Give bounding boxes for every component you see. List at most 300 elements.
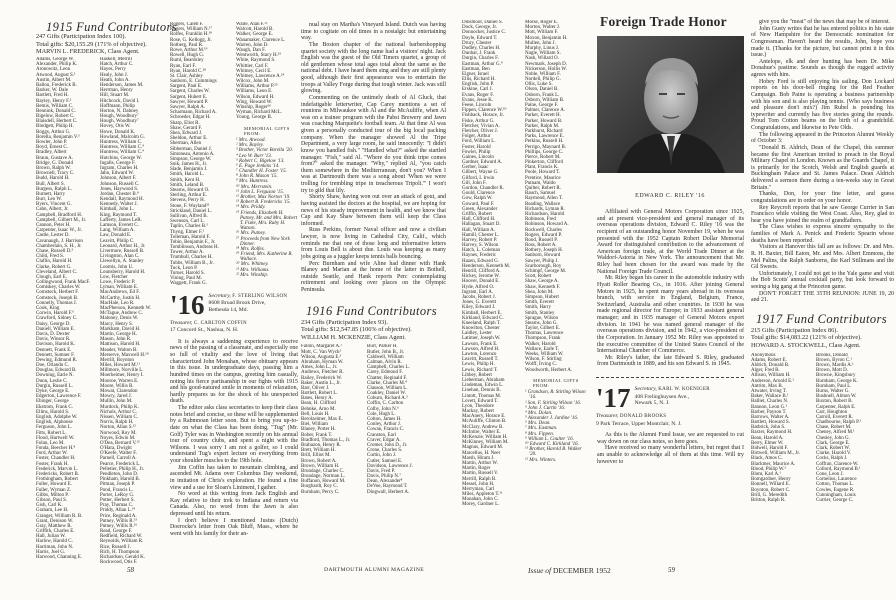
foreign-trade-article xyxy=(596,209,744,368)
list-item: Rowell, Hugh G. xyxy=(170,53,205,59)
list-item: Lewis, Richard T. xyxy=(462,367,498,373)
list-item: Waugh, Dan F. xyxy=(236,47,266,53)
list-item: Hallagan, Stuart D. xyxy=(462,222,501,228)
list-item: Waggett, Frank G. xyxy=(170,281,207,287)
list-item: Fiske, Arthur G. xyxy=(462,118,495,124)
issue-prefix: Issue of xyxy=(528,566,552,575)
list-item: Lawson, Frank E. xyxy=(462,341,498,347)
list-item: Clarke, Charles M.⁴ xyxy=(367,380,407,386)
list-item: Barrows, Walter A. xyxy=(751,414,790,420)
list-item: Sibberman, Daniel J. xyxy=(170,146,212,152)
list-item: Hutchins, George W. xyxy=(100,155,142,161)
list-item: ¹¹ Brother, Harold B. Walker '20. xyxy=(525,447,582,458)
list-item: Hamill, Chester L. xyxy=(462,232,500,238)
list-item: Crawford, Sidney C. xyxy=(36,316,78,322)
paragraph: Visitors at Hanover this fall are as follows: Dr. and Mrs. R. H. Baxter, Bill Eaton, Mr. and Mrs. Albert Emmons, the Mel Palins, the Ralph Sanborns, the Karl Stillmans and the Gil Sweets. xyxy=(751,244,894,271)
class-1917-notes-col6 xyxy=(751,19,894,304)
list-item: Rogers, Caleb F. xyxy=(170,22,204,27)
list-item: Brooks, Donald xyxy=(816,352,848,358)
paragraph: The following appeared in the Princeton Alumni Weekly of October 3: xyxy=(751,131,894,145)
list-item: Wentworth, Stacy H.²³ xyxy=(236,53,281,59)
fund-1915-names-a xyxy=(36,57,100,560)
list-item: Cowles, Eugene R. xyxy=(816,487,855,493)
list-item: Palmer, Clarence A. xyxy=(525,108,566,114)
list-item: Putnam, Waldo xyxy=(525,180,556,186)
list-item: Dennett, Frank E. xyxy=(36,347,72,353)
list-item: Sherman, Allen xyxy=(170,141,202,147)
list-item: Castle, Lester D. xyxy=(36,233,70,239)
list-item: Miles, Howard M.¹¹ xyxy=(100,363,140,369)
list-item: Comstock, Joseph B. xyxy=(36,295,79,301)
list-item: Mullen, John J. xyxy=(525,40,556,46)
list-item: ²¹ Mrs. Williams. xyxy=(236,267,270,273)
class-1916-header xyxy=(170,289,298,334)
list-item: Bennink, Donald C. xyxy=(36,108,76,114)
list-item: Stone, F. Wayland²¹ xyxy=(170,203,210,209)
list-item: Chatter, Reginald F. xyxy=(367,375,407,381)
list-item: Noyes, Edwin M. xyxy=(100,435,136,441)
list-item: Behnke, Arno M. xyxy=(301,406,336,412)
list-item: Scott, Robert xyxy=(525,274,552,280)
list-item: Parkhurst, Richard xyxy=(525,128,563,134)
agent-name: HOWARD A. STOCKWELL xyxy=(751,342,826,350)
list-item: Osborn, Frank L. xyxy=(525,92,560,98)
list-item: Granger, William R. B. xyxy=(36,513,83,519)
list-item: Miles, Appleton T.¹¹ xyxy=(462,492,503,498)
list-item: Gibson, Paul S. xyxy=(36,497,68,503)
list-item: Meader, Walton B. xyxy=(100,347,138,353)
fund-1916-title: 1916 Fund Contributors xyxy=(306,303,438,318)
list-item: Leonard, Arthur H., Jr. xyxy=(100,243,146,249)
agent-role: , Class Agent. xyxy=(104,48,140,56)
list-item: Maloney, Denis W. xyxy=(100,316,139,322)
list-item: Moerheimer, Henry I. xyxy=(100,373,144,379)
list-item: ⁸ John R. Mason '15. xyxy=(236,174,278,180)
list-item: Bonnell, Willard E. xyxy=(751,482,790,488)
list-item: Cromer, John D., Jr. xyxy=(367,442,408,448)
paragraph: Have received so many wonderful letters, but regret that I am unable to acknowledge all of them at this time. Will try however to xyxy=(597,445,744,465)
list-item: Chesley, John G. xyxy=(816,435,850,441)
list-item: Norton, Allan S.¹² xyxy=(100,425,136,431)
list-item: Haskell, Merrill xyxy=(100,57,132,62)
list-item: Jones, G. Everett xyxy=(462,300,497,306)
list-item: Dunn, Leslie C. xyxy=(36,378,68,384)
list-item: ⁶ E. Page Jenkins '14. xyxy=(236,163,280,169)
list-item: Hoffmann, Philip xyxy=(100,103,135,109)
list-item: Craver, Edgar A. xyxy=(367,437,401,443)
list-item: Ekstrom, Frank C. xyxy=(36,404,73,410)
list-item: Norris, Ralph H. xyxy=(100,420,134,426)
list-item: Burnham, Paul L. xyxy=(816,383,852,389)
list-item: Donnocker, Justice C. xyxy=(462,30,506,36)
list-item: Collingwood, Frank MacF. xyxy=(36,280,91,286)
fund-1916-agent xyxy=(301,334,446,342)
list-item: Hovey, Otis W. xyxy=(100,124,131,130)
list-item: Lowe, Frederic P. xyxy=(100,280,136,286)
left-page-number: 58 xyxy=(127,566,134,574)
paragraph: "Donald B. Aldrich, Dean of the Chapel, this summer became the first American invited to preach in the Royal Military Chapel in London. Known as the Guards Chapel, it is primarily for the Scotch, Welsh and English guards at Buckingham Palace and St. James Palace. Dean Aldrich delivered a sermon there during a ten-weeks stay in Great Britain." xyxy=(751,144,894,191)
list-item: Hall, Julian W. xyxy=(36,534,66,540)
list-item: Schroeder, Edgar H. xyxy=(170,115,211,121)
list-item: Brundage, Norman L. xyxy=(301,474,345,480)
paragraph: Mr. Riley's father, the late Edward S. Riley, graduated from Dartmouth in 1889, and his son Edward S. in 1945. xyxy=(597,354,744,368)
list-item: Taylor, Gilbert E. xyxy=(525,326,560,332)
list-item: Healy, John J. xyxy=(100,72,129,78)
list-item: Weeks, William W. xyxy=(525,352,564,357)
list-item: Bushnell, Almon W. xyxy=(816,394,857,400)
list-item: Leavitt, Russell T. xyxy=(462,357,499,363)
list-item: Davidson, Lawrence J. xyxy=(367,463,413,469)
list-item: Boynton, Robert C. xyxy=(751,487,791,493)
list-item: Parker, Ralph M. xyxy=(525,123,560,129)
list-item: Coakley, Daniel W. xyxy=(367,391,406,397)
list-item: Corwin, Harold F.⁶ xyxy=(36,311,75,317)
list-item: Brown, Byron C.¹ xyxy=(816,357,852,363)
list-item: Bemis, William C. xyxy=(36,103,74,109)
list-item: Blaisdell, Herbert C. xyxy=(36,119,78,125)
list-item: Butler, John B., Jr. xyxy=(367,349,405,355)
list-item: Rauch, Samuel xyxy=(525,191,556,197)
list-item: Lindeman, Edwin L. xyxy=(462,383,504,389)
column-4b xyxy=(525,20,589,463)
list-item: Wilson, Augusta E.³ xyxy=(301,354,342,360)
list-item: Caldwell, William xyxy=(367,354,404,360)
paragraph: I don't believe I mentioned Justus (Dutch) Doerocke's letter from Oak Bluff, Mass., where he went with his family for their an- xyxy=(170,517,298,537)
list-item: Chadbourne, Ralph P.¹ xyxy=(816,420,862,426)
list-item: Osborn, William B. xyxy=(525,97,565,103)
list-item: Cocks, Ralph J. xyxy=(816,456,848,462)
list-item: Sharp, Eliot R. xyxy=(170,120,200,126)
list-item: Merryman, Carl xyxy=(462,486,495,492)
list-item: Lieberman, Abraham xyxy=(462,377,505,383)
list-item: Dudley, Charles H. xyxy=(462,45,501,51)
list-item: Stearns, Howard O. xyxy=(170,188,210,193)
list-item: Read, George F. xyxy=(100,529,133,535)
fund-1915-names-b xyxy=(100,57,166,565)
fund-1915-memorial xyxy=(236,126,298,278)
list-item: ⁹ Mrs. Huntress. xyxy=(236,179,269,185)
list-item: Clough, Earl E. xyxy=(36,274,68,280)
list-item: Mott, William F. xyxy=(525,30,559,36)
list-item: Richards, Lyman R. xyxy=(525,206,565,212)
list-item: Gaines, Lincoln xyxy=(462,154,494,160)
list-item: Brown, Ralph W. xyxy=(36,165,71,171)
treasurer-label: Treasurer, xyxy=(170,319,193,326)
list-item: Smith, Leland B. xyxy=(170,182,205,188)
list-item: Cannon, Peter H. xyxy=(36,223,71,228)
list-item: Young, George B. xyxy=(236,115,273,121)
list-item: Foster, Chandler H. xyxy=(36,456,76,462)
list-item: Lounsberry, Harold H. xyxy=(100,269,146,275)
list-item: Cutler, Samuel E. xyxy=(367,458,403,464)
fund-1915-agent xyxy=(36,48,147,56)
list-item: Rogers, Edward P. xyxy=(525,232,562,238)
list-item: Potter, Herbert S. xyxy=(100,497,135,503)
list-item: Rich, H. Thompson xyxy=(100,549,140,555)
list-item: Folger, Arthur xyxy=(462,134,491,140)
list-item: Bull, Albert S. xyxy=(36,181,65,187)
list-item: Bailey, Frederick W. xyxy=(301,375,343,381)
list-item: Dunbar, J. Frank xyxy=(462,51,496,57)
list-item: Cunningham, Louis xyxy=(816,492,856,498)
list-item: Atwood, August S.¹ xyxy=(36,72,76,78)
list-item: Chase, Robert M. xyxy=(816,425,852,431)
list-item: Gould, Clarence xyxy=(462,191,495,197)
fund-1916-names-a xyxy=(301,344,367,494)
list-item: Messel, John H. xyxy=(462,481,495,487)
list-item: Feese, Lincoln xyxy=(462,103,492,108)
list-item: Prentice, Maurice xyxy=(525,175,561,181)
list-item: Eastman, Ben xyxy=(462,66,490,72)
list-item: Pitman, Joseph P. xyxy=(100,482,136,488)
paragraph: give you the "meat" of the news that may be of interest. xyxy=(759,19,891,25)
list-item: Harvey, S. Wilson xyxy=(462,243,499,249)
list-item: Bean, Harold A. xyxy=(751,435,784,441)
list-item: ¹⁴ Mrs. Priddy. xyxy=(236,205,266,211)
list-item: Bayley, Henry F.² xyxy=(36,98,72,104)
list-item: Chase, Russell D.⁵ xyxy=(36,248,74,254)
list-item: Sargent, Hubert E. xyxy=(170,94,208,100)
list-item: Vining, Paul M. xyxy=(170,276,202,282)
list-item: Erskine, Carl J. xyxy=(462,87,493,93)
list-item: McKenzie, William H. xyxy=(462,435,508,440)
list-item: Walker, George E. xyxy=(236,32,273,38)
fund-1917-names-a xyxy=(751,353,816,503)
list-item: Daisy, George D. xyxy=(36,321,71,327)
list-item: Linehan, Dennis B. xyxy=(462,388,501,394)
list-item: Rothery, Joseph H. xyxy=(525,248,564,254)
list-item: Millmore, Norville L. xyxy=(100,368,144,374)
list-item: Davis, D. Dexter xyxy=(36,331,70,337)
list-item: Warren, John D. xyxy=(236,42,269,48)
list-item: Foster, Harold xyxy=(462,144,491,150)
paragraph: The Class wishes to express sincere sympathy to the families of Mark A. Penick and Frederic Spearin whose deaths have been reported. xyxy=(751,224,894,244)
list-item: Morse, Roger E. xyxy=(525,20,559,25)
list-item: Walker, Harold xyxy=(525,341,556,347)
list-item: Clark, Robert W. xyxy=(816,446,850,452)
list-item: Price, Reginald A. xyxy=(100,513,137,519)
list-item: Adams, Robert E. xyxy=(751,357,787,363)
list-item: Jahn, Edward W. xyxy=(100,171,134,177)
treasurer-name: DONALD BROOKS xyxy=(619,414,667,419)
paragraph: Antelope, elk and deer hunting has been Dr. Mike Donahue's pastime. Sounds as though the rugged activity agrees with him. xyxy=(751,58,894,78)
list-item: Cook, King xyxy=(36,306,60,311)
list-item: Putney, Willis R.¹⁶ xyxy=(100,523,138,529)
list-item: Dingwall, Herbert A. xyxy=(367,489,410,495)
list-item: Cheney, Alfred M.¹ xyxy=(816,430,855,436)
list-item: Dock, George, Jr. xyxy=(462,25,498,31)
list-item: English, John P. xyxy=(462,82,494,88)
fund-1915-continued xyxy=(170,22,298,287)
list-item: Waite, Alan F.²² xyxy=(236,22,268,27)
list-item: Henrill, Clifford A. xyxy=(462,269,501,274)
list-item: Nissen, William C. xyxy=(100,414,139,420)
list-item: Williams, Leon E. xyxy=(236,89,273,95)
list-item: ¹⁰ Mrs. Merrstein. xyxy=(236,184,273,190)
list-item: Fletcher, Oliver J. xyxy=(462,128,498,134)
list-item: Jones, Haywood S. xyxy=(100,186,139,192)
class-1916-numeral: '16 xyxy=(170,289,205,320)
fund-1916-total: Total gifts: $12,547.85 (106% of objective). xyxy=(301,326,412,334)
secretary-name: KARL W. KOENIGER xyxy=(658,387,710,392)
paragraph: As this is the Alumni Fund Issue, we are requested to cut way down on our class notes, so here goes. xyxy=(597,432,744,445)
list-item: Fishback, Horace, Jr. xyxy=(462,113,505,119)
list-item: Sawyer, Ralph A. xyxy=(170,105,206,110)
list-item: Biel, William xyxy=(301,422,328,428)
list-item: ¹³ Robert B. Fredericks '15. xyxy=(236,200,291,206)
list-item: Marcy, Henry S. xyxy=(100,321,134,327)
list-item: Nagle, William S. xyxy=(525,51,561,57)
list-item: Nichols, Arthur C. xyxy=(100,409,137,415)
list-item: Frederick, Marvin L. xyxy=(36,466,78,472)
list-item: Rogers, William N.¹⁷ xyxy=(170,27,213,33)
list-item: Adams, George W. xyxy=(36,57,74,62)
memorial-list xyxy=(236,138,298,278)
list-item: Leavitt, Philip C. xyxy=(100,238,135,244)
list-item: Gerber, Isaac xyxy=(462,165,489,171)
list-item: Markham, David H. xyxy=(100,326,141,332)
list-item: Mattison, Harold H. xyxy=(100,342,141,348)
list-item: Cleveland, Albert C. xyxy=(36,269,78,275)
list-item: Baker, Wallace B.¹ xyxy=(751,394,789,400)
list-item: Buxton, Robert B. xyxy=(816,399,853,405)
list-item: Kimball, Herbert E. xyxy=(462,310,502,316)
list-item: Moxon, Benjamin H. xyxy=(525,35,568,41)
list-item: Harriman, John N. xyxy=(36,544,74,550)
column-2 xyxy=(170,22,298,538)
list-item: Austin, Albert M. xyxy=(36,77,72,83)
secretary-name: F. STERLING WILSON xyxy=(232,293,288,299)
list-item: Rowe, Arthur M.¹⁹ xyxy=(170,47,208,53)
list-item: English, Alphonse xyxy=(36,420,73,426)
list-item: Parker, Everett H. xyxy=(525,113,561,119)
list-item: Walcott, Harold B. xyxy=(236,27,274,33)
list-item: Browne, Kingsbury xyxy=(816,373,856,379)
list-item: Stevens, Perry H. xyxy=(170,198,205,204)
list-item: Reynolds, William R. xyxy=(100,539,144,545)
list-item: Pinkerton, Clifford xyxy=(525,160,563,166)
list-item: Kennedy, Walter J. xyxy=(100,202,138,208)
list-item: Wolff, Irving C. xyxy=(525,362,558,368)
list-item: Brett, William H. xyxy=(301,448,336,454)
list-item: Aronowitz, Leon xyxy=(36,67,71,73)
list-item: Crone, Charles S. xyxy=(367,448,403,454)
fund-1915-title: 1915 Fund Contributors xyxy=(46,20,178,34)
list-item: King, Raymond T. xyxy=(100,212,138,218)
list-item: Burghardt, Roy C. xyxy=(301,484,338,490)
fund-1915-total: Total gifts: $20,155.29 (171% of objective). xyxy=(36,40,147,48)
list-item: Collord, Raymond B.¹ xyxy=(816,466,861,472)
fund-1917-agent xyxy=(751,342,894,350)
list-item: Goward, Paul F. xyxy=(462,201,495,207)
list-item: Cotton, Thomas L. xyxy=(816,482,854,488)
list-item: Atwater, Irving T. xyxy=(751,388,787,394)
list-item: Richardson, Harold xyxy=(525,211,565,217)
list-item: Foster, Frank H. xyxy=(36,461,69,467)
list-item: Hough, Woodbury⁷ xyxy=(100,119,139,125)
list-item: Simpson, Hubert xyxy=(525,294,559,300)
list-item: White, Raymond S. xyxy=(236,58,276,64)
paragraph: No word at this writing from Jack English and Kay relative to their trek to Indiana and return via Canada. Also, no word from the Jawn is also depressed until his return. xyxy=(170,491,298,517)
list-item: Robinson, Howard A. xyxy=(525,222,569,228)
list-item: Dinsmoor, Daniel S. xyxy=(462,20,503,25)
list-item: Wing, Howard W. xyxy=(236,99,273,105)
list-item: Mowry, Jared J. xyxy=(100,394,132,400)
list-item: Hatch, L. Coleman xyxy=(462,248,501,254)
list-item: Brown, William H. xyxy=(301,463,340,469)
list-item: Drury, Chester xyxy=(462,40,492,46)
list-item: Lintott, Thomas M. xyxy=(462,393,502,399)
paragraph: Shorty Shaw, having won out over an attack of gout, and having assisted the doctors at the hospital, we are hoping for news of his steady improvement in health, and we know that Cap and Kay Shaw between them will keep the Class informed. xyxy=(301,194,446,227)
list-item: Lamson, Everett C. xyxy=(100,223,139,228)
list-item: Slade, Benjamin J. xyxy=(170,167,208,173)
list-item: Putney, Willis R.¹⁵ xyxy=(100,518,138,524)
list-item: Pendleton, John D. xyxy=(100,472,139,477)
paragraph: nual stay on Martha's Vineyard Island. Dutch was having time to cogitate on old times in a nostalgic but entertaining way. xyxy=(301,22,446,42)
list-item: Blood, Philip W.² xyxy=(751,466,786,472)
list-item: Martin, George H. xyxy=(100,331,137,337)
list-item: Whitney, Lawrence A.²⁴ xyxy=(236,73,285,79)
fund-1917-gifts: 215 Gifts (Participation Index 86). xyxy=(751,326,838,334)
list-item: Smith, Harry xyxy=(525,305,552,311)
list-item: Griffith, Charles E. xyxy=(36,529,75,535)
list-item: ⁴ Mrs. Dolan. xyxy=(525,410,553,416)
list-item: Rockwell, Charles xyxy=(525,227,562,233)
list-item: Colton, James H. xyxy=(367,417,402,423)
list-item: McKinney, William M. xyxy=(462,440,509,446)
list-item: Monroe, Warren E. xyxy=(100,378,139,384)
list-item: Brill, Elliot M. xyxy=(301,453,331,459)
list-item: ⁵ Robert C. Bigelow '13. xyxy=(236,158,285,164)
list-item: Perkins, Russell H. xyxy=(525,139,564,145)
list-item: Sterling, Arthur E. xyxy=(170,193,207,199)
list-item: Whittier, Carl F. xyxy=(236,63,269,69)
list-item: ¹ Grandson, R. Stirling Wilson '16. xyxy=(525,390,586,401)
list-item: Comstock, Herbert F. xyxy=(36,290,79,296)
list-item: Edgerton, Lawrence F. xyxy=(36,394,82,400)
list-item: Barker, W. Dale xyxy=(36,88,69,94)
list-item: Budd, Harold H. xyxy=(36,176,70,182)
list-item: Wilson, F. Stirling xyxy=(525,357,562,363)
list-item: Burnett, Harry xyxy=(36,191,66,197)
list-item: ² Son, F. Stirling Wilson '16. xyxy=(525,400,582,406)
list-item: Dean, Alexander⁸ xyxy=(367,479,403,485)
list-item: ⁷ Chandler H. Foster '15. xyxy=(236,169,287,175)
list-item: Gray, Matthew R. xyxy=(36,523,72,529)
list-item: Green, Alexander xyxy=(462,206,498,212)
fund-1917-title: 1917 Fund Contributors xyxy=(756,311,888,326)
list-item: Newmark, Joseph D. xyxy=(525,61,567,67)
list-item: Bartlett, Fred H. xyxy=(36,93,69,99)
list-item: Ballou, Frederick B. xyxy=(36,82,77,88)
fund-1916-names-c xyxy=(462,20,525,508)
list-item: Blaney, Porter H. xyxy=(301,427,336,433)
list-item: Heath, John A. xyxy=(100,77,130,83)
list-item: Lawson, Alfred H. xyxy=(462,346,500,352)
list-item: Clauson, William L. xyxy=(367,385,408,391)
list-item: Howe, Donald K. xyxy=(100,129,136,135)
list-item: Graham, Lee H. xyxy=(36,508,69,514)
list-item: O'Hara, Dwight xyxy=(100,446,132,452)
list-item: ⁸ Mrs. Fippen. xyxy=(525,431,554,437)
list-item: Wyman, Richard McL. xyxy=(236,110,283,116)
list-item: Lang, William A. xyxy=(100,228,135,234)
list-item: Carroll, Everett R. xyxy=(816,414,853,420)
list-item: Plant, Francis K. xyxy=(525,165,559,171)
list-item: ²⁰ Mrs. Whitney. xyxy=(236,262,269,268)
list-item: Richardson, Gerald K. xyxy=(100,555,145,560)
list-item: Thompson, Frank xyxy=(525,336,561,342)
